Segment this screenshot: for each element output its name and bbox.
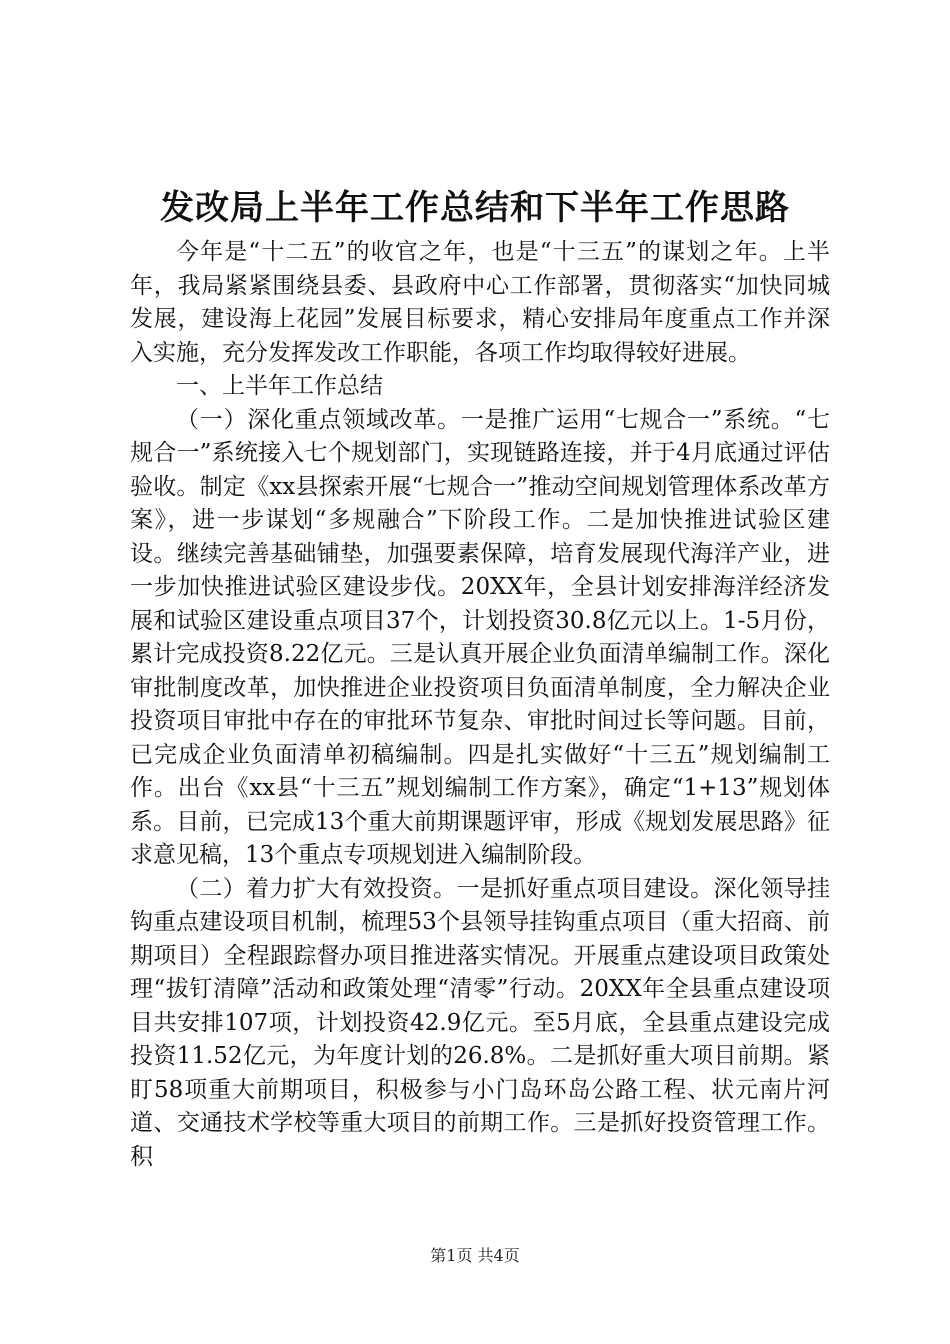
section-heading: 一、上半年工作总结 [176,373,383,399]
paragraph-investment: （二）着力扩大有效投资。一是抓好重点项目建设。深化领导挂钩重点建设项目机制，梳理53个县领导挂钩重点项目（重大招商、前期项目）全程跟踪督办项目推进落实情况。开展重点建设项目政策处理“拔钉清障”活动和政策处理“清零”行动。20XX年全县重点建设项目共安排107项，计划投资42.9亿元。至5月底，全县重点建设完成投资11.52亿元，为年度计划的26.8%。二是抓好重大项目前期。紧盯58项重大前期项目，积极参与小门岛环岛公路工程、状元南片河道、交通技术学校等重大项目的前期工作。三是抓好投资管理工作。积 [130,875,830,1170]
document-body [130,236,830,1174]
document-title: 发改局上半年工作总结和下半年工作思路 [160,188,790,228]
paragraph-reform: （一）深化重点领域改革。一是推广运用“七规合一”系统。“七规合一”系统接入七个规划部门，实现链路连接，并于4月底通过评估验收。制定《xx县探索开展“七规合一”推动空间规划管理体系改革方案》，进一步谋划“多规融合”下阶段工作。二是加快推进试验区建设。继续完善基础铺垫，加强要素保障，培育发展现代海洋产业，进一步加快推进试验区建设步伐。20XX年，全县计划安排海洋经济发展和试验区建设重点项目37个，计划投资30.8亿元以上。1-5月份，累计完成投资8.22亿元。三是认真开展企业负面清单编制工作。深化审批制度改革，加快推进企业投资项目负面清单制度，全力解决企业投资项目审批中存在的审批环节复杂、审批时间过长等问题。目前，已完成企业负面清单初稿编制。四是扎实做好“十三五”规划编制工作。出台《xx县“十三五”规划编制工作方案》，确定“1+13”规划体系。目前，已完成13个重大前期课题评审，形成《规划发展思路》征求意见稿，13个重点专项规划进入编制阶段。 [130,406,830,868]
intro-paragraph: 今年是“十二五”的收官之年，也是“十三五”的谋划之年。上半年，我局紧紧围绕县委、县政府中心工作部署，贯彻落实“加快同城发展，建设海上花园”发展目标要求，精心安排局年度重点工作并深入实施，充分发挥发改工作职能，各项工作均取得较好进展。 [130,239,830,366]
page-number-footer: 第1页 共4页 [430,1246,520,1265]
